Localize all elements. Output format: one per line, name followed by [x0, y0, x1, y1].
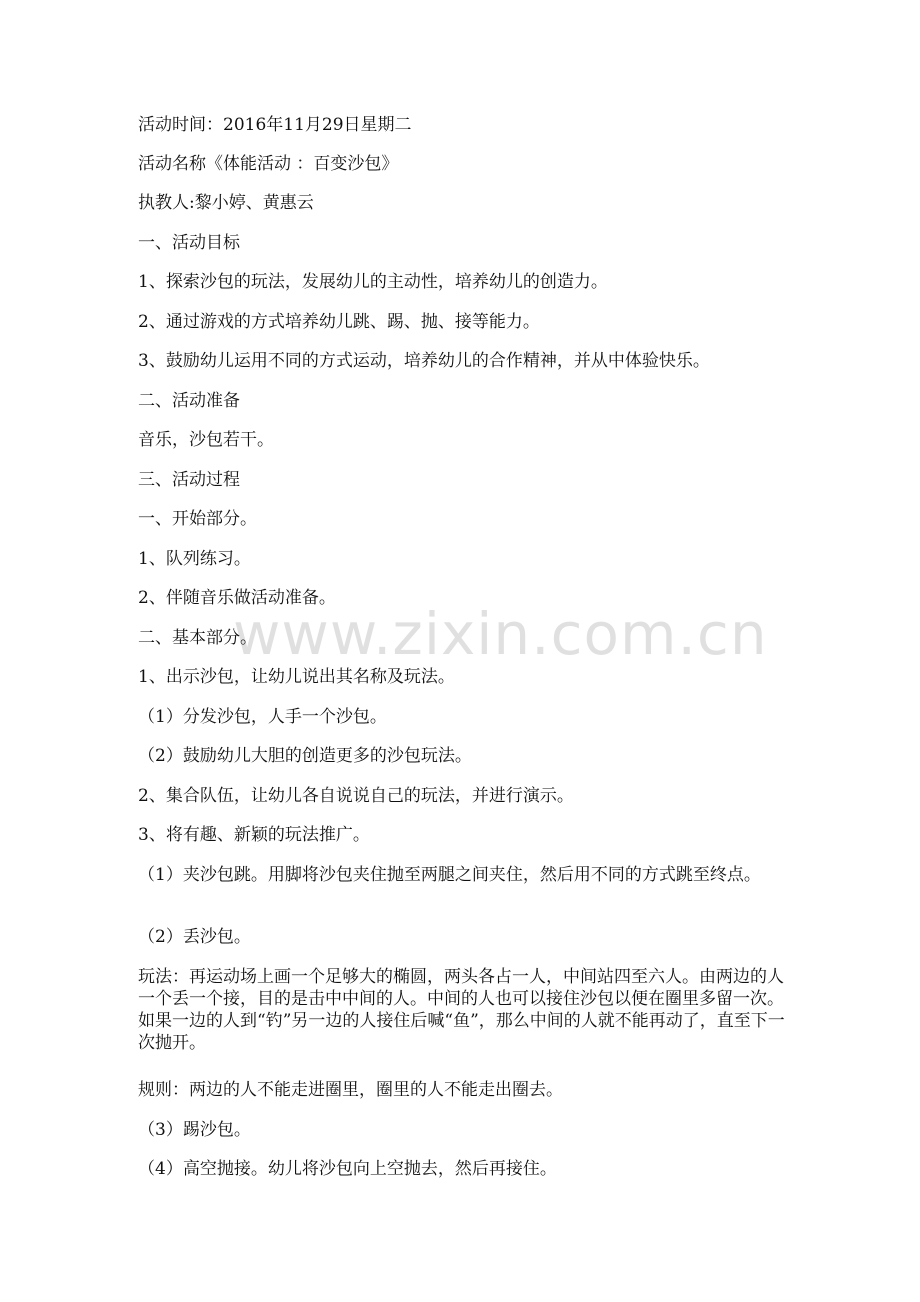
rules-text: 规则：两边的人不能走进圈里，圈里的人不能走出圈去。 [138, 1080, 563, 1100]
list-item: （2）丢沙包。 [138, 927, 251, 947]
section-heading-goals: 一、活动目标 [138, 233, 240, 253]
list-item: 2、伴随音乐做活动准备。 [138, 588, 336, 608]
preparation-text: 音乐，沙包若干。 [138, 430, 274, 450]
list-item: 1、出示沙包，让幼儿说出其名称及玩法。 [138, 667, 455, 687]
list-item: （3）踢沙包。 [138, 1120, 251, 1140]
list-item: （4）高空抛接。幼儿将沙包向上空抛去，然后再接住。 [138, 1159, 557, 1179]
list-item: 1、队列练习。 [138, 549, 251, 569]
list-item: （1）夹沙包跳。用脚将沙包夹住抛至两腿之间夹住，然后用不同的方式跳至终点。 [138, 865, 761, 885]
activity-time: 活动时间：2016年11月29日星期二 [138, 115, 412, 135]
section-heading-preparation: 二、活动准备 [138, 391, 240, 411]
list-item: 3、将有趣、新颖的玩法推广。 [138, 825, 370, 845]
list-item: （1）分发沙包，人手一个沙包。 [138, 707, 387, 727]
section-heading-process: 三、活动过程 [138, 470, 240, 490]
watermark: www.zixin.com.cn [233, 600, 768, 668]
goal-item: 1、探索沙包的玩法，发展幼儿的主动性，培养幼儿的创造力。 [138, 272, 608, 292]
instructors: 执教人:黎小婷、黄惠云 [138, 193, 314, 213]
list-item: （2）鼓励幼儿大胆的创造更多的沙包玩法。 [138, 746, 472, 766]
subsection-heading-basic: 二、基本部分。 [138, 628, 257, 648]
activity-name: 活动名称《体能活动 ：百变沙包》 [138, 154, 399, 174]
list-item: 2、集合队伍，让幼儿各自说说自己的玩法，并进行演示。 [138, 786, 574, 806]
goal-item: 2、通过游戏的方式培养幼儿跳、踢、抛、接等能力。 [138, 312, 540, 332]
subsection-heading-start: 一、开始部分。 [138, 509, 257, 529]
game-rules-paragraph: 玩法：再运动场上画一个足够大的椭圆，两头各占一人，中间站四至六人。由两边的人一个丢一个接，目的是击中中间的人。中间的人也可以接住沙包以便在圈里多留一次。如果一边的人到“钓”另一边的人接住后喊“鱼”，那么中间的人就不能再动了，直至下一次抛开。 [138, 967, 785, 1053]
goal-item: 3、鼓励幼儿运用不同的方式运动，培养幼儿的合作精神，并从中体验快乐。 [138, 351, 710, 371]
